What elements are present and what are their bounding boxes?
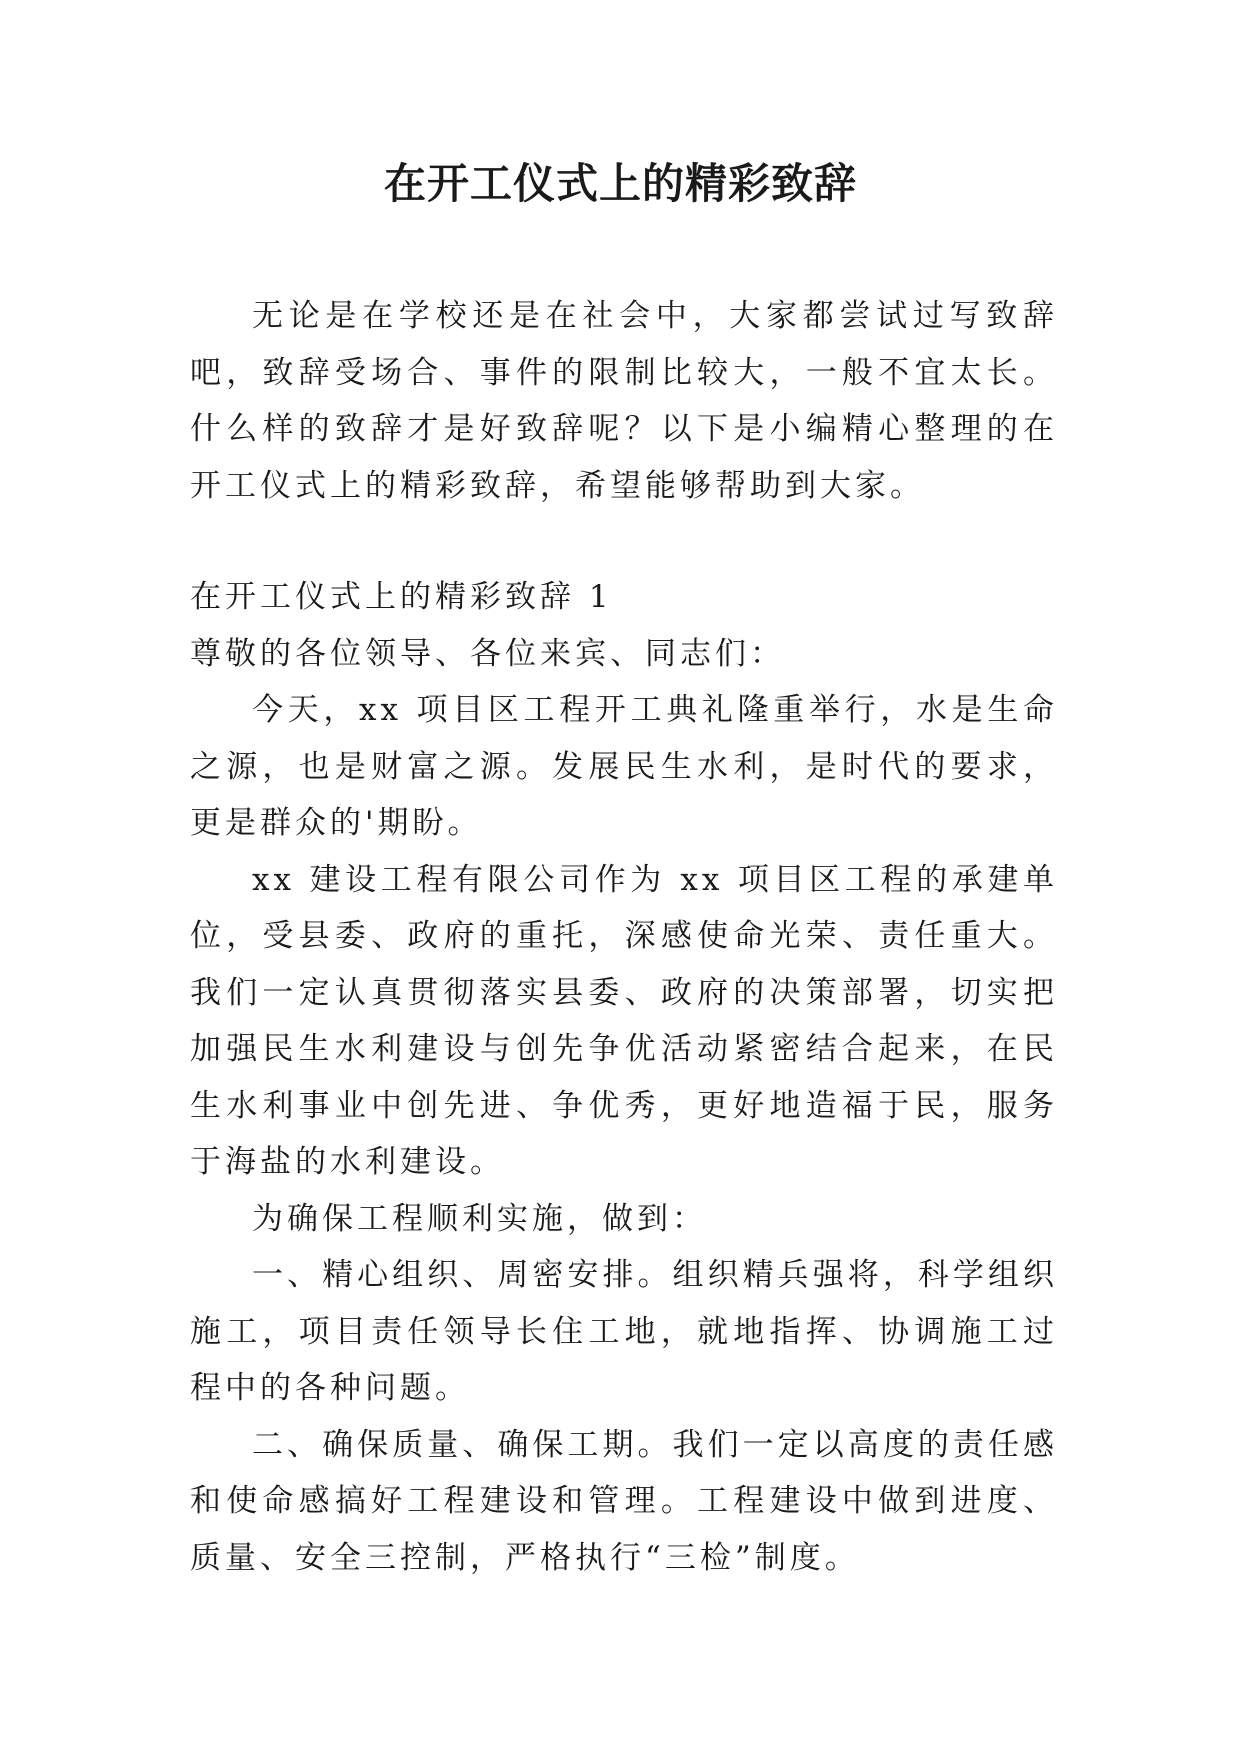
salutation: 尊敬的各位领导、各位来宾、同志们： [190,635,785,672]
body-paragraph: 为确保工程顺利实施，做到： [252,1200,707,1237]
body-paragraph: 一、精心组织、周密安排。组织精兵强将，科学组织施工，项目责任领导长住工地，就地指挥、协调施工过程中的各种问题。 [190,1257,1058,1406]
document-body [190,288,1058,1586]
body-paragraph: 今天，xx 项目区工程开工典礼隆重举行，水是生命之源，也是财富之源。发展民生水利，是时代的要求，更是群众的'期盼。 [190,692,1058,841]
body-paragraph: 二、确保质量、确保工期。我们一定以高度的责任感和使命感搞好工程建设和管理。工程建设中做到进度、质量、安全三控制，严格执行“三检”制度。 [190,1426,1058,1576]
paragraph-spacer [190,514,1058,569]
intro-paragraph: 无论是在学校还是在社会中，大家都尝试过写致辞吧，致辞受场合、事件的限制比较大，一般不宜太长。什么样的致辞才是好致辞呢？以下是小编精心整理的在开工仪式上的精彩致辞，希望能够帮助到大家。 [190,298,1058,504]
document-title: 在开工仪式上的精彩致辞 [383,159,857,208]
body-paragraph: xx 建设工程有限公司作为 xx 项目区工程的承建单位，受县委、政府的重托，深感使命光荣、责任重大。我们一定认真贯彻落实县委、政府的决策部署，切实把加强民生水利建设与创先争优活动紧密结合起来，在民生水利事业中创先进、争优秀，更好地造福于民，服务于海盐的水利建设。 [190,861,1058,1180]
section-heading: 在开工仪式上的精彩致辞 1 [190,579,613,615]
